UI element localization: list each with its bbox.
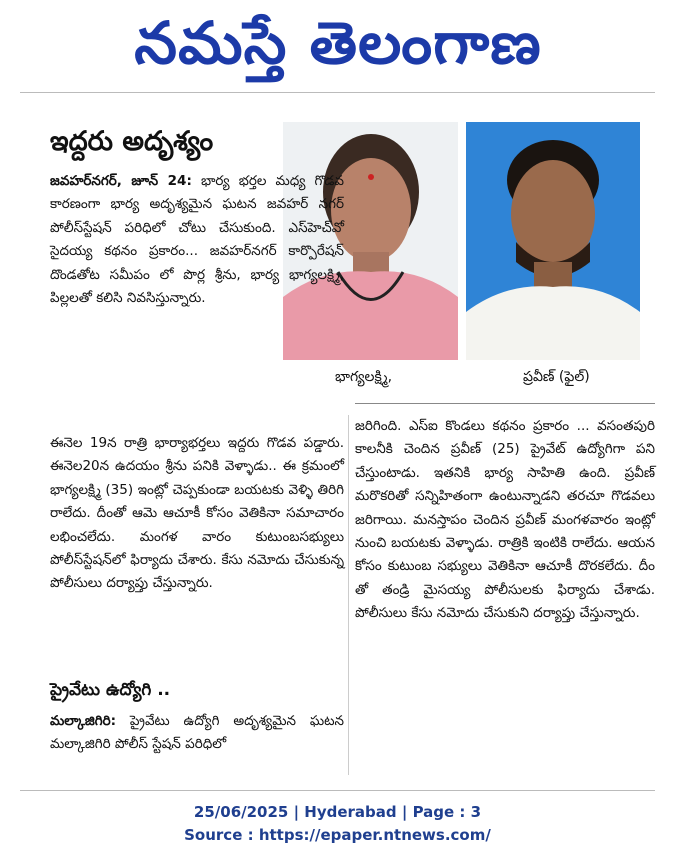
- footer-source: Source : https://epaper.ntnews.com/: [184, 826, 491, 844]
- masthead-title: నమస్తే తెలంగాణ: [133, 9, 542, 77]
- article-paragraph-1: భార్య భర్తల మధ్య గొడవ కారణంగా భార్య అదృశ్యమైన ఘటన జవహర్ నగర్ పోలీస్‌స్టేషన్ పరిధిలో చోటు చేసుకుంది. ఎస్‌హెచ్‌వో సైదయ్య కథనం ప్రకారం... జవహర్‌నగర్ కార్పొరేషన్ దొండతోట సమీపం లో పొర్ల శ్రీను, భార్య భాగ్యలక్ష్మి, పిల్లలతో కలిసి నివసిస్తున్నారు.: [50, 173, 344, 307]
- photo-caption-bhagyalakshmi: భాగ్యలక్ష్మి,: [335, 369, 393, 385]
- man-portrait-icon: [466, 122, 640, 360]
- article-paragraph-2: ఈనెల 19న రాత్రి భార్యాభర్తలు ఇద్దరు గొడవ పడ్డారు. ఈనెల20న ఉదయం శ్రీను పనికి వెళ్ళాడు.. ఈ క్రమంలో భాగ్యలక్ష్మి (35) ఇంట్లో చెప్పకుండా బయటకు వెళ్ళి తిరిగి రాలేదు. దీంతో ఆమె ఆచూకీ కోసం వెతికినా సమాచారం లభించలేదు. మంగళ వారం కుటుంబసభ్యులు పోలీస్‌స్టేషన్‌లో ఫిర్యాదు చేశారు. కేసు నమోదు చేసుకున్న పోలీసులు దర్యాప్తు చేస్తున్నారు.: [50, 435, 344, 592]
- article2-body-continued: [355, 415, 655, 626]
- column-rule: [348, 415, 349, 775]
- article2-paragraph-1: ప్రైవేటు ఉద్యోగి అదృశ్యమైన ఘటన మల్కాజిగిరి పోలీస్ స్టేషన్ పరిధిలో: [50, 713, 345, 753]
- photo-divider: [355, 403, 655, 404]
- article2-subhead: ప్రైవేటు ఉద్యోగి ..: [50, 680, 171, 700]
- masthead: [0, 0, 675, 88]
- article2-body-start: [50, 710, 344, 757]
- photo-caption-praveen: ప్రవీణ్ (ఫైల్): [523, 369, 590, 385]
- article2-dateline: మల్కాజిగిరి:: [50, 713, 116, 729]
- article2-paragraph-2: జరిగింది. ఎస్ఐ కొండలు కథనం ప్రకారం ... వసంతపురి కాలనీకి చెందిన ప్రవీణ్ (25) ప్రైవేట్ ఉద్యోగిగా పని చేస్తుంటాడు. ఇతనికి భార్య సాహితి ఉంది. ప్రవీణ్ మరొకరితో సన్నిహితంగా ఉంటున్నాడని తరచూ గొడవలు జరిగాయి. మనస్తాపం చెందిన ప్రవీణ్ మంగళవారం ఇంట్లో నుంచి బయటకు వెళ్ళాడు. రాత్రికి ఇంటికి రాలేదు. ఆయన కోసం కుటుంబ సభ్యులు వెతికినా ఆచూకీ దొరకలేదు. దీం తో తండ్రి మైసయ్య పోలీసులకు ఫిర్యాదు చేశాడు. పోలీసులు కేసు నమోదు చేసుకుని దర్యాప్తు చేస్తున్నారు.: [355, 418, 655, 622]
- article-body-first: [50, 170, 344, 310]
- article-headline: ఇద్దరు అదృశ్యం: [50, 126, 214, 157]
- footer-rule: [20, 790, 655, 791]
- article-dateline: జవహర్‌నగర్, జూన్ 24:: [50, 173, 192, 189]
- photo-praveen: [466, 122, 640, 360]
- footer-date-page: 25/06/2025 | Hyderabad | Page : 3: [193, 803, 482, 821]
- masthead-rule: [20, 92, 655, 93]
- article-body-second: [50, 432, 344, 596]
